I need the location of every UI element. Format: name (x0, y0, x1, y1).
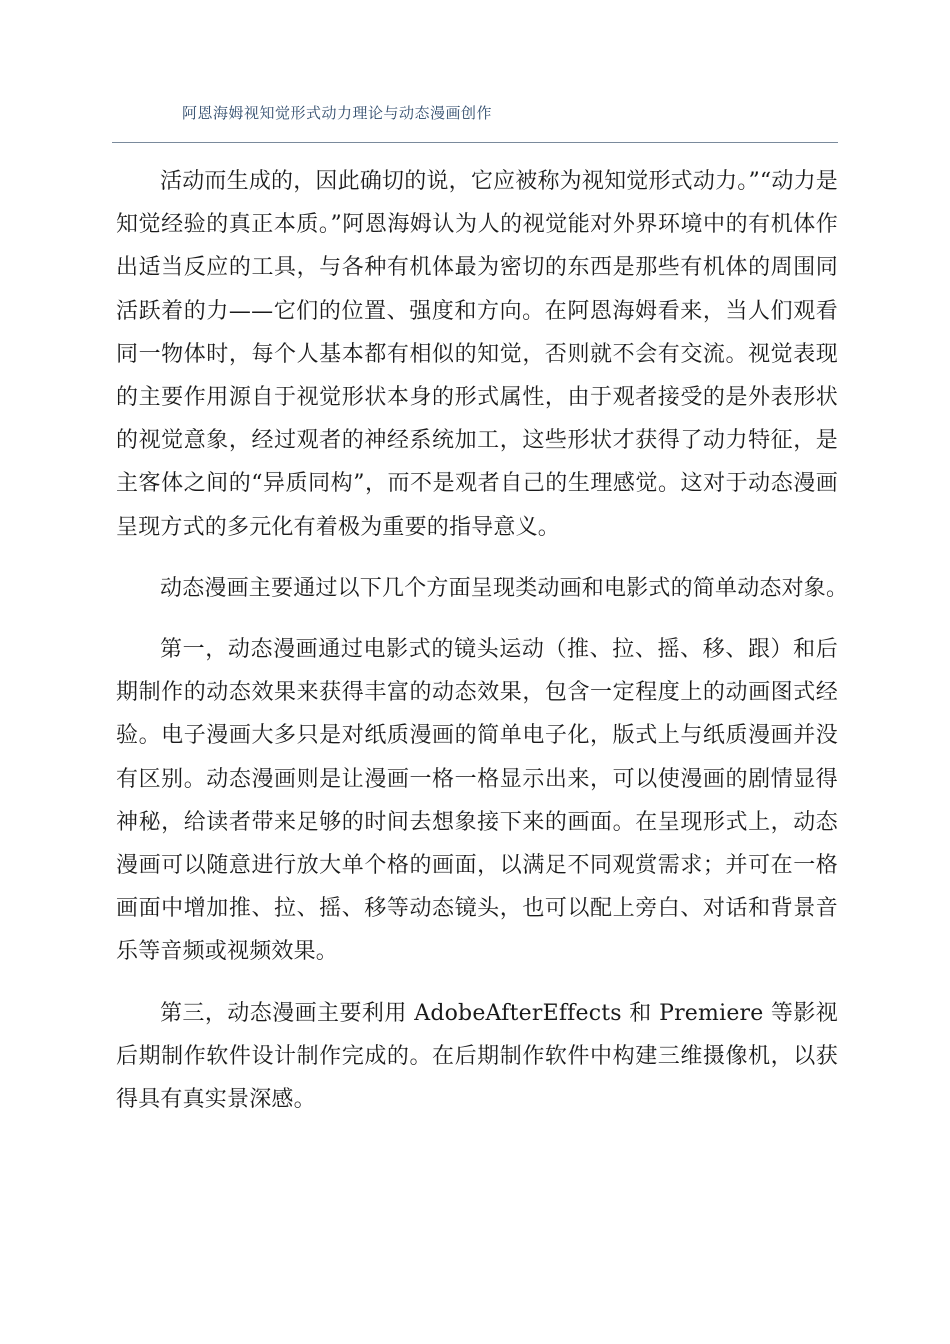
paragraph-1: 活动而生成的，因此确切的说，它应被称为视知觉形式动力。”“动力是知觉经验的真正本质。”阿恩海姆认为人的视觉能对外界环境中的有机体作出适当反应的工具，与各种有机体最为密切的东西是那些有机体的周围同活跃着的力——它们的位置、强度和方向。在阿恩海姆看来，当人们观看同一物体时，每个人基本都有相似的知觉，否则就不会有交流。视觉表现的主要作用源自于视觉形状本身的形式属性，由于观者接受的是外表形状的视觉意象，经过观者的神经系统加工，这些形状才获得了动力特征，是主客体之间的“异质同构”，而不是观者自己的生理感觉。这对于动态漫画呈现方式的多元化有着极为重要的指导意义。 (116, 169, 838, 540)
paragraph-4: 第三，动态漫画主要利用 AdobeAfterEffects 和 Premiere 等影视后期制作软件设计制作完成的。在后期制作软件中构建三维摄像机，以获得具有真实景深感。 (116, 1000, 838, 1113)
paragraph-spacer (116, 974, 838, 992)
paragraph-3: 第一，动态漫画通过电影式的镜头运动（推、拉、摇、移、跟）和后期制作的动态效果来获得丰富的动态效果，包含一定程度上的动画图式经验。电子漫画大多只是对纸质漫画的简单电子化，版式上与纸质漫画并没有区别。动态漫画则是让漫画一格一格显示出来，可以使漫画的剧情显得神秘，给读者带来足够的时间去想象接下来的画面。在呈现形式上，动态漫画可以随意进行放大单个格的画面，以满足不同观赏需求；并可在一格画面中增加推、拉、摇、移等动态镜头，也可以配上旁白、对话和背景音乐等音频或视频效果。 (116, 637, 838, 965)
paragraph-spacer (116, 549, 838, 567)
running-header: 阿恩海姆视知觉形式动力理论与动态漫画创作 (182, 104, 493, 122)
paragraph-spacer (116, 610, 838, 628)
paragraph-2: 动态漫画主要通过以下几个方面呈现类动画和电影式的简单动态对象。 (160, 575, 849, 601)
header-divider (112, 142, 838, 143)
body-text (116, 160, 849, 1121)
